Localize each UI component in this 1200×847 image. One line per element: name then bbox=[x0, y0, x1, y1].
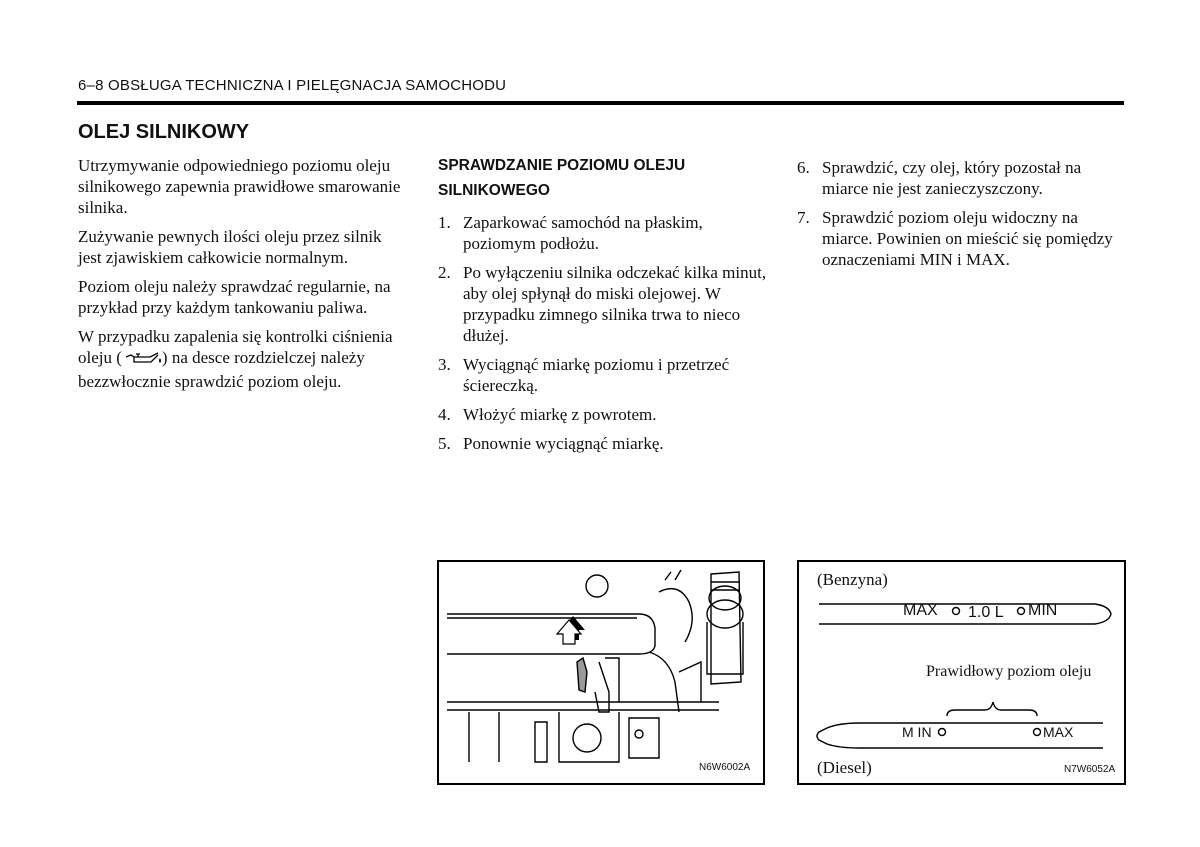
petrol-volume-label: 1.0 L bbox=[968, 604, 1004, 621]
paragraph-part: W przypadku zapalenia się kontrolki ciśnienia oleju ( bbox=[78, 327, 393, 367]
steps-column-right bbox=[797, 157, 1127, 278]
list-item bbox=[797, 207, 1127, 270]
diesel-max-mark: MAX bbox=[1043, 724, 1074, 740]
petrol-min-mark: MIN bbox=[1028, 602, 1058, 619]
correct-level-label: Prawidłowy poziom oleju bbox=[926, 663, 1092, 680]
diesel-label: (Diesel) bbox=[817, 758, 872, 777]
paragraph: Poziom oleju należy sprawdzać regularnie, na przykład przy każdym tankowaniu paliwa. bbox=[78, 277, 391, 317]
step-text: Zaparkować samochód na płaskim, poziomym podłożu. bbox=[463, 213, 703, 253]
dipstick-figure bbox=[797, 560, 1126, 785]
page-header: 6–8 OBSŁUGA TECHNICZNA I PIELĘGNACJA SAMOCHODU bbox=[78, 77, 507, 94]
figure-code: N7W6052A bbox=[1064, 764, 1116, 775]
step-text: Wyciągnąć miarkę poziomu i przetrzeć ściereczką. bbox=[463, 355, 730, 395]
step-number: 4. bbox=[438, 405, 451, 424]
paragraph: Utrzymywanie odpowiedniego poziomu oleju silnikowego zapewnia prawidłowe smarowanie silnika. bbox=[78, 156, 401, 217]
paragraph: Zużywanie pewnych ilości oleju przez silnik jest zjawiskiem całkowicie normalnym. bbox=[78, 227, 382, 267]
diesel-min-mark: M IN bbox=[902, 724, 932, 740]
petrol-max-mark: MAX bbox=[903, 602, 938, 619]
intro-column bbox=[78, 155, 408, 400]
list-item bbox=[797, 157, 1127, 199]
subsection-title: SPRAWDZANIE POZIOMU OLEJU SILNIKOWEGO bbox=[438, 157, 686, 199]
list-item bbox=[438, 354, 768, 396]
step-number: 6. bbox=[797, 158, 810, 177]
paragraph bbox=[78, 326, 408, 392]
paragraph-part: ) na desce rozdzielczej należy bezzwłocznie sprawdzić poziom oleju. bbox=[78, 348, 365, 391]
step-text: Ponownie wyciągnąć miarkę. bbox=[463, 434, 664, 453]
step-number: 5. bbox=[438, 434, 451, 453]
step-text: Sprawdzić, czy olej, który pozostał na miarce nie jest zanieczyszczony. bbox=[822, 158, 1082, 198]
figure-code: N6W6002A bbox=[699, 762, 751, 773]
steps-column-left bbox=[438, 212, 768, 462]
step-number: 7. bbox=[797, 208, 810, 227]
oil-can-icon bbox=[122, 350, 162, 371]
step-number: 2. bbox=[438, 263, 451, 282]
step-text: Sprawdzić poziom oleju widoczny na miarce. Powinien on mieścić się pomiędzy oznaczeniami MIN i MAX. bbox=[822, 208, 1113, 269]
petrol-label: (Benzyna) bbox=[817, 570, 888, 589]
step-number: 3. bbox=[438, 355, 451, 374]
list-item bbox=[438, 433, 768, 454]
list-item bbox=[438, 212, 768, 254]
arrow-up-icon bbox=[557, 616, 585, 644]
list-item bbox=[438, 404, 768, 425]
step-text: Włożyć miarkę z powrotem. bbox=[463, 405, 657, 424]
list-item bbox=[438, 262, 768, 346]
header-rule bbox=[77, 101, 1124, 105]
engine-bay-figure bbox=[437, 560, 765, 785]
step-text: Po wyłączeniu silnika odczekać kilka minut, aby olej spłynął do miski olejowej. W przypadku zimnego silnika trwa to nieco dłużej. bbox=[463, 263, 767, 345]
section-title: OLEJ SILNIKOWY bbox=[78, 121, 250, 143]
engine-bay-illustration bbox=[439, 562, 763, 783]
step-number: 1. bbox=[438, 213, 451, 232]
